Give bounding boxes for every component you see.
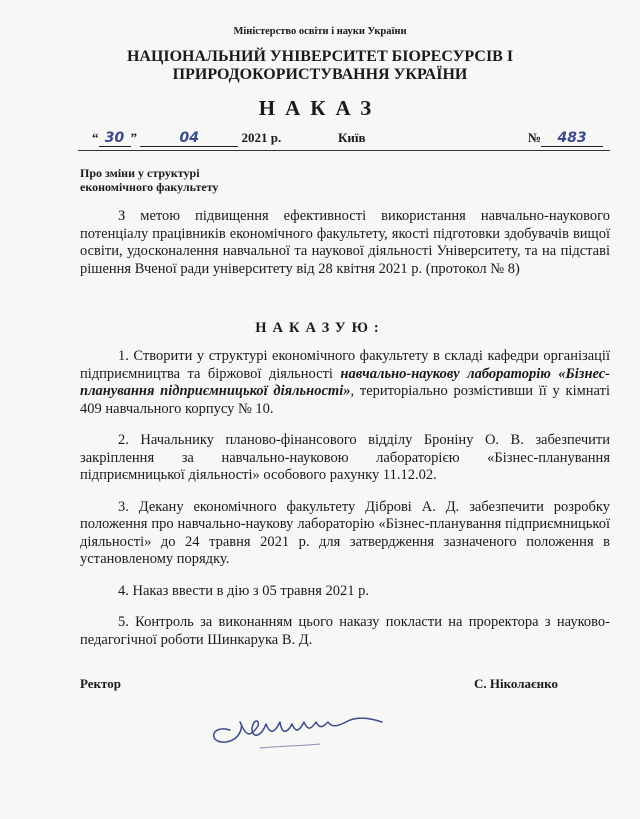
date-month: 04 xyxy=(140,130,238,147)
handwritten-signature xyxy=(200,700,390,752)
signer-name: С. Ніколаєнко xyxy=(474,676,558,691)
order-item-4: 4. Наказ ввести в дію з 05 травня 2021 р. xyxy=(118,582,369,599)
number-value: 483 xyxy=(541,130,603,147)
university-name-line1: НАЦІОНАЛЬНИЙ УНІВЕРСИТЕТ БІОРЕСУРСІВ І xyxy=(126,48,514,65)
order-heading: НАКАЗУЮ: xyxy=(255,320,385,336)
date-year: 2021 р. xyxy=(241,130,282,145)
ministry-name: Міністерство освіти і науки України xyxy=(233,26,407,37)
order-subject xyxy=(80,166,218,194)
item-1-text-a: 1. Створити у структурі економічного факультету в складі кафедри організації підприємництва та біржової діяльності xyxy=(80,348,610,382)
signer-position: Ректор xyxy=(80,676,121,691)
document-title: НАКАЗ xyxy=(258,96,382,120)
city: Київ xyxy=(338,130,366,145)
item-1-lab-name: навчально-наукову лабораторію «Бізнес-планування підприємницької діяльності» xyxy=(80,365,610,399)
preamble-text: З метою підвищення ефективності використання навчально-наукового потенціалу працівників економічного факультету, якості підготовки здобувачів вищої освіти, удосконалення навчальної та наукової діяльності Університету, та на підставі рішення Вченої ради університету від 28 квітня 2021 р. (протокол № 8) xyxy=(80,208,610,277)
order-items xyxy=(80,348,610,663)
open-quote: “ xyxy=(92,130,99,145)
university-name xyxy=(0,48,640,84)
item-1-text-c: , територіально розмістивши її у кімнаті 409 навчального корпусу № 10. xyxy=(80,383,610,417)
header-divider xyxy=(78,150,610,151)
close-quote: ” xyxy=(130,130,137,145)
order-item-3: 3. Декану економічного факультету Діброві А. Д. забезпечити розробку положення про навчально-наукову лабораторію «Бізнес-планування підприємницької діяльності» до 24 травня 2021 р. для затвердження зазначеного положення в установленому порядку. xyxy=(80,498,610,567)
order-item-1 xyxy=(80,348,610,418)
date-day: 30 xyxy=(99,130,131,147)
order-item-5: 5. Контроль за виконанням цього наказу покласти на проректора з науково-педагогічної роботи Шинкарука В. Д. xyxy=(80,614,610,648)
order-date xyxy=(92,130,281,147)
preamble xyxy=(80,208,610,278)
subject-line2: економічного факультету xyxy=(80,180,219,194)
subject-line1: Про зміни у структурі xyxy=(80,166,200,180)
order-number xyxy=(528,130,603,147)
university-name-line2: ПРИРОДОКОРИСТУВАННЯ УКРАЇНИ xyxy=(172,66,468,83)
order-item-2: 2. Начальнику планово-фінансового відділу Броніну О. В. забезпечити закріплення за навчально-науковою лабораторією «Бізнес-планування підприємницької діяльності» особового рахунку 11.12.02. xyxy=(80,432,610,483)
number-label: № xyxy=(528,130,542,145)
